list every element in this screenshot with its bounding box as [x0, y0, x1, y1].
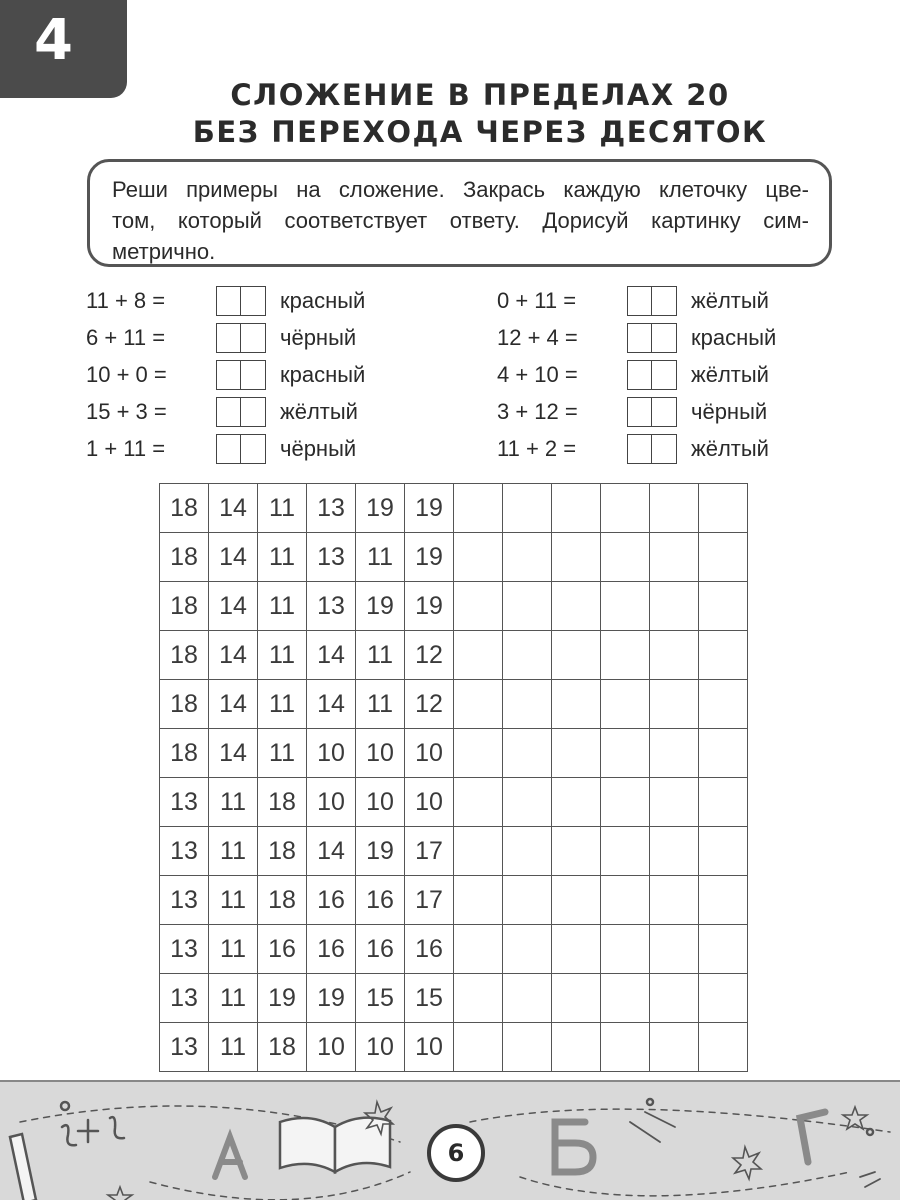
exercise-expression: 3 + 12 = — [497, 399, 578, 424]
grid-cell-blank[interactable] — [552, 582, 601, 631]
grid-cell-numbered[interactable]: 19 — [307, 974, 356, 1023]
exercise-right-4 — [497, 395, 767, 429]
grid-cell-blank[interactable] — [699, 925, 748, 974]
letter-ge-icon — [800, 1112, 825, 1162]
grid-cell-numbered[interactable]: 11 — [209, 778, 258, 827]
grid-cell-blank[interactable] — [552, 631, 601, 680]
grid-row — [160, 631, 748, 680]
instructions-box — [87, 159, 832, 267]
answer-digit-cell[interactable] — [241, 323, 266, 353]
answer-digit-cell[interactable] — [627, 397, 652, 427]
exercise-expression: 12 + 4 = — [497, 325, 578, 350]
grid-cell-blank[interactable] — [601, 925, 650, 974]
grid-cell-blank[interactable] — [699, 729, 748, 778]
coloring-grid — [159, 483, 748, 1072]
answer-digit-cell[interactable] — [627, 360, 652, 390]
answer-digit-cell[interactable] — [241, 286, 266, 316]
grid-cell-blank[interactable] — [503, 484, 552, 533]
exercise-right-1 — [497, 284, 769, 318]
page-number-tab-label: 4 — [34, 7, 73, 73]
grid-row — [160, 1023, 748, 1072]
grid-cell-numbered[interactable]: 16 — [258, 925, 307, 974]
answer-digit-cell[interactable] — [216, 434, 241, 464]
answer-digit-cell[interactable] — [216, 286, 241, 316]
color-label: красный — [691, 325, 777, 350]
grid-cell-blank[interactable] — [650, 778, 699, 827]
answer-box[interactable] — [216, 434, 266, 464]
grid-cell-blank[interactable] — [699, 778, 748, 827]
grid-row — [160, 680, 748, 729]
grid-cell-numbered[interactable]: 10 — [356, 729, 405, 778]
grid-cell-numbered[interactable]: 18 — [258, 778, 307, 827]
grid-row — [160, 533, 748, 582]
grid-cell-blank[interactable] — [552, 533, 601, 582]
grid-cell-numbered[interactable]: 18 — [160, 680, 209, 729]
exercise-expression: 1 + 11 = — [86, 436, 166, 461]
color-label: жёлтый — [691, 288, 769, 313]
grid-cell-blank[interactable] — [454, 729, 503, 778]
answer-digit-cell[interactable] — [241, 397, 266, 427]
answer-box[interactable] — [216, 360, 266, 390]
exercise-left-5 — [86, 432, 356, 466]
grid-cell-numbered[interactable]: 13 — [160, 925, 209, 974]
grid-cell-numbered[interactable]: 11 — [258, 680, 307, 729]
grid-cell-numbered[interactable]: 16 — [307, 876, 356, 925]
grid-cell-numbered[interactable]: 18 — [160, 631, 209, 680]
grid-row — [160, 582, 748, 631]
grid-cell-numbered[interactable]: 11 — [209, 827, 258, 876]
grid-row — [160, 925, 748, 974]
grid-cell-numbered[interactable]: 19 — [356, 484, 405, 533]
grid-cell-blank[interactable] — [650, 729, 699, 778]
grid-cell-blank[interactable] — [601, 876, 650, 925]
grid-cell-numbered[interactable]: 18 — [160, 729, 209, 778]
exercise-expression: 10 + 0 = — [86, 362, 167, 387]
answer-box[interactable] — [627, 323, 677, 353]
grid-cell-numbered[interactable]: 17 — [405, 827, 454, 876]
color-label: жёлтый — [691, 436, 769, 461]
grid-cell-numbered[interactable]: 13 — [307, 484, 356, 533]
grid-cell-blank[interactable] — [699, 582, 748, 631]
grid-cell-numbered[interactable]: 11 — [258, 582, 307, 631]
grid-cell-numbered[interactable]: 11 — [258, 631, 307, 680]
exercise-right-3 — [497, 358, 769, 392]
grid-cell-numbered[interactable]: 11 — [209, 925, 258, 974]
grid-cell-blank[interactable] — [503, 827, 552, 876]
grid-row — [160, 778, 748, 827]
grid-cell-numbered[interactable]: 13 — [160, 974, 209, 1023]
answer-digit-cell[interactable] — [241, 434, 266, 464]
grid-cell-numbered[interactable]: 18 — [160, 484, 209, 533]
grid-cell-blank[interactable] — [650, 680, 699, 729]
grid-cell-numbered[interactable]: 14 — [307, 631, 356, 680]
grid-cell-blank[interactable] — [503, 631, 552, 680]
answer-digit-cell[interactable] — [241, 360, 266, 390]
grid-cell-numbered[interactable]: 11 — [356, 680, 405, 729]
page-title-line-1: СЛОЖЕНИЕ В ПРЕДЕЛАХ 20 — [230, 78, 730, 112]
grid-cell-blank[interactable] — [650, 1023, 699, 1072]
pencil-icon — [10, 1134, 36, 1200]
grid-cell-blank[interactable] — [601, 484, 650, 533]
grid-cell-numbered[interactable]: 18 — [160, 582, 209, 631]
grid-cell-blank[interactable] — [601, 1023, 650, 1072]
grid-cell-numbered[interactable]: 18 — [258, 1023, 307, 1072]
exercise-expression: 15 + 3 = — [86, 399, 167, 424]
grid-cell-numbered[interactable]: 14 — [209, 533, 258, 582]
grid-cell-blank[interactable] — [650, 484, 699, 533]
grid-cell-numbered[interactable]: 13 — [160, 827, 209, 876]
exercise-expression: 6 + 11 = — [86, 325, 166, 350]
answer-digit-cell[interactable] — [652, 397, 677, 427]
grid-cell-numbered[interactable]: 10 — [356, 1023, 405, 1072]
instructions-line-3: метрично. — [112, 239, 216, 264]
grid-cell-blank[interactable] — [503, 729, 552, 778]
grid-cell-numbered[interactable]: 11 — [258, 533, 307, 582]
grid-cell-numbered[interactable]: 16 — [405, 925, 454, 974]
grid-row — [160, 974, 748, 1023]
grid-cell-blank[interactable] — [454, 484, 503, 533]
exercise-left-1 — [86, 284, 365, 318]
grid-cell-numbered[interactable]: 19 — [405, 582, 454, 631]
exercise-expression: 0 + 11 = — [497, 288, 577, 313]
color-label: чёрный — [691, 399, 768, 424]
answer-digit-cell[interactable] — [216, 360, 241, 390]
grid-cell-blank[interactable] — [601, 631, 650, 680]
answer-box[interactable] — [627, 286, 677, 316]
star-icon — [108, 1187, 132, 1200]
grid-cell-numbered[interactable]: 11 — [209, 1023, 258, 1072]
grid-cell-blank[interactable] — [454, 827, 503, 876]
grid-cell-numbered[interactable]: 19 — [356, 827, 405, 876]
grid-cell-blank[interactable] — [552, 729, 601, 778]
answer-digit-cell[interactable] — [627, 434, 652, 464]
grid-cell-blank[interactable] — [650, 827, 699, 876]
exercise-right-5 — [497, 432, 769, 466]
grid-row — [160, 827, 748, 876]
exercise-left-4 — [86, 395, 358, 429]
answer-digit-cell[interactable] — [652, 434, 677, 464]
grid-cell-blank[interactable] — [601, 680, 650, 729]
grid-cell-numbered[interactable]: 19 — [258, 974, 307, 1023]
answer-digit-cell[interactable] — [216, 397, 241, 427]
grid-cell-numbered[interactable]: 10 — [405, 1023, 454, 1072]
grid-cell-blank[interactable] — [454, 582, 503, 631]
grid-cell-numbered[interactable]: 10 — [356, 778, 405, 827]
grid-cell-blank[interactable] — [650, 582, 699, 631]
grid-cell-numbered[interactable]: 16 — [356, 876, 405, 925]
answer-digit-cell[interactable] — [627, 323, 652, 353]
grid-cell-numbered[interactable]: 14 — [209, 484, 258, 533]
exercise-left-3 — [86, 358, 365, 392]
grid-cell-numbered[interactable]: 15 — [356, 974, 405, 1023]
answer-box[interactable] — [627, 434, 677, 464]
grid-cell-blank[interactable] — [601, 827, 650, 876]
exercise-expression: 11 + 2 = — [497, 436, 577, 461]
grid-cell-numbered[interactable]: 11 — [258, 729, 307, 778]
grid-cell-numbered[interactable]: 14 — [209, 680, 258, 729]
grid-cell-blank[interactable] — [454, 680, 503, 729]
color-label: красный — [280, 288, 366, 313]
grid-cell-blank[interactable] — [503, 582, 552, 631]
grid-cell-numbered[interactable]: 11 — [258, 484, 307, 533]
color-label: красный — [280, 362, 366, 387]
grid-cell-blank[interactable] — [699, 484, 748, 533]
answer-digit-cell[interactable] — [652, 360, 677, 390]
grid-cell-blank[interactable] — [454, 925, 503, 974]
grid-cell-blank[interactable] — [552, 1023, 601, 1072]
grid-cell-numbered[interactable]: 14 — [209, 582, 258, 631]
grid-cell-blank[interactable] — [699, 680, 748, 729]
answer-box[interactable] — [216, 286, 266, 316]
grid-cell-numbered[interactable]: 10 — [405, 778, 454, 827]
grid-cell-blank[interactable] — [650, 876, 699, 925]
grid-cell-blank[interactable] — [699, 827, 748, 876]
grid-cell-blank[interactable] — [601, 974, 650, 1023]
grid-cell-numbered[interactable]: 11 — [209, 876, 258, 925]
grid-cell-numbered[interactable]: 11 — [356, 631, 405, 680]
grid-cell-blank[interactable] — [650, 925, 699, 974]
grid-cell-numbered[interactable]: 18 — [258, 827, 307, 876]
exercise-left-2 — [86, 321, 356, 355]
grid-cell-blank[interactable] — [552, 827, 601, 876]
instructions-line-1: Реши примеры на сложение. Закрась каждую клеточку цве- — [112, 177, 809, 202]
grid-cell-numbered[interactable]: 13 — [160, 778, 209, 827]
exercise-expression: 4 + 10 = — [497, 362, 578, 387]
letter-be-icon — [555, 1122, 593, 1172]
grid-cell-blank[interactable] — [503, 974, 552, 1023]
grid-cell-blank[interactable] — [699, 876, 748, 925]
exercise-right-2 — [497, 321, 776, 355]
grid-cell-blank[interactable] — [454, 876, 503, 925]
grid-cell-numbered[interactable]: 10 — [307, 778, 356, 827]
grid-cell-numbered[interactable]: 14 — [209, 631, 258, 680]
grid-cell-blank[interactable] — [650, 631, 699, 680]
grid-cell-numbered[interactable]: 10 — [307, 729, 356, 778]
instructions-line-2: том, который соответствует ответу. Дорисуй картинку сим- — [112, 208, 809, 233]
grid-cell-numbered[interactable]: 14 — [209, 729, 258, 778]
star-icon — [733, 1147, 761, 1179]
grid-cell-blank[interactable] — [552, 778, 601, 827]
grid-cell-blank[interactable] — [552, 680, 601, 729]
grid-cell-blank[interactable] — [552, 974, 601, 1023]
grid-cell-blank[interactable] — [699, 1023, 748, 1072]
grid-cell-blank[interactable] — [454, 778, 503, 827]
grid-cell-blank[interactable] — [650, 974, 699, 1023]
grid-cell-numbered[interactable]: 13 — [307, 533, 356, 582]
grid-cell-blank[interactable] — [699, 974, 748, 1023]
grid-cell-blank[interactable] — [454, 631, 503, 680]
grid-cell-blank[interactable] — [503, 533, 552, 582]
grid-cell-numbered[interactable]: 13 — [307, 582, 356, 631]
grid-cell-blank[interactable] — [601, 778, 650, 827]
grid-cell-blank[interactable] — [503, 680, 552, 729]
grid-cell-numbered[interactable]: 12 — [405, 680, 454, 729]
grid-cell-blank[interactable] — [454, 974, 503, 1023]
grid-cell-blank[interactable] — [454, 533, 503, 582]
grid-cell-numbered[interactable]: 10 — [307, 1023, 356, 1072]
grid-cell-blank[interactable] — [552, 484, 601, 533]
grid-cell-numbered[interactable]: 18 — [258, 876, 307, 925]
grid-cell-blank[interactable] — [552, 925, 601, 974]
page-number: 6 — [427, 1124, 485, 1182]
grid-cell-numbered[interactable]: 11 — [356, 533, 405, 582]
grid-cell-blank[interactable] — [454, 1023, 503, 1072]
answer-digit-cell[interactable] — [627, 286, 652, 316]
grid-cell-numbered[interactable]: 19 — [405, 533, 454, 582]
answer-box[interactable] — [627, 360, 677, 390]
grid-cell-numbered[interactable]: 11 — [209, 974, 258, 1023]
page-title-line-2: БЕЗ ПЕРЕХОДА ЧЕРЕЗ ДЕСЯТОК — [192, 115, 768, 149]
grid-cell-numbered[interactable]: 19 — [405, 484, 454, 533]
grid-cell-blank[interactable] — [503, 876, 552, 925]
grid-cell-numbered[interactable]: 12 — [405, 631, 454, 680]
answer-box[interactable] — [216, 323, 266, 353]
color-label: жёлтый — [691, 362, 769, 387]
grid-cell-blank[interactable] — [552, 876, 601, 925]
grid-cell-numbered[interactable]: 16 — [356, 925, 405, 974]
grid-cell-blank[interactable] — [650, 533, 699, 582]
grid-cell-numbered[interactable]: 16 — [307, 925, 356, 974]
exercise-expression: 11 + 8 = — [86, 288, 166, 313]
answer-digit-cell[interactable] — [216, 323, 241, 353]
grid-cell-numbered[interactable]: 18 — [160, 533, 209, 582]
grid-cell-numbered[interactable]: 14 — [307, 680, 356, 729]
grid-row — [160, 729, 748, 778]
color-label: чёрный — [280, 436, 357, 461]
answer-box[interactable] — [627, 397, 677, 427]
letter-a-icon — [215, 1137, 245, 1177]
grid-cell-numbered[interactable]: 17 — [405, 876, 454, 925]
grid-cell-numbered[interactable]: 13 — [160, 876, 209, 925]
grid-cell-numbered[interactable]: 13 — [160, 1023, 209, 1072]
grid-cell-blank[interactable] — [699, 631, 748, 680]
grid-cell-blank[interactable] — [601, 533, 650, 582]
grid-cell-blank[interactable] — [503, 925, 552, 974]
grid-row — [160, 484, 748, 533]
grid-cell-blank[interactable] — [503, 778, 552, 827]
color-label: жёлтый — [280, 399, 358, 424]
grid-row — [160, 876, 748, 925]
answer-box[interactable] — [216, 397, 266, 427]
grid-cell-blank[interactable] — [503, 1023, 552, 1072]
answer-digit-cell[interactable] — [652, 286, 677, 316]
answer-digit-cell[interactable] — [652, 323, 677, 353]
grid-cell-numbered[interactable]: 19 — [356, 582, 405, 631]
color-label: чёрный — [280, 325, 357, 350]
grid-cell-numbered[interactable]: 10 — [405, 729, 454, 778]
grid-cell-blank[interactable] — [601, 582, 650, 631]
grid-cell-numbered[interactable]: 14 — [307, 827, 356, 876]
grid-cell-blank[interactable] — [601, 729, 650, 778]
grid-cell-numbered[interactable]: 15 — [405, 974, 454, 1023]
grid-cell-blank[interactable] — [699, 533, 748, 582]
